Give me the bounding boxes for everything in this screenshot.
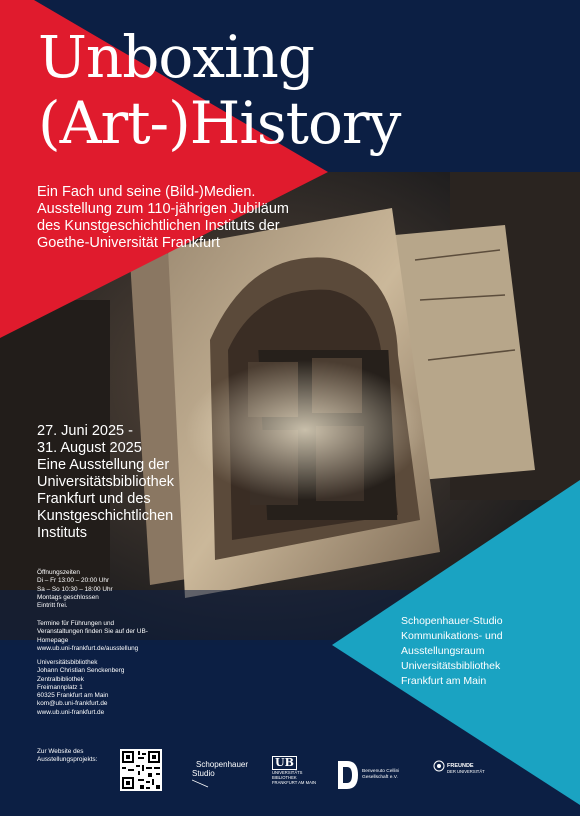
logo-schopenhauer-studio — [192, 760, 248, 790]
hours-line: Montags geschlossen — [37, 593, 99, 601]
logo-text: Benvenuto Cellini — [362, 769, 400, 774]
logo-text: Schopenhauer — [196, 760, 249, 769]
dates-line: Frankfurt und des — [37, 491, 151, 507]
logo-text: FRANKFURT AM MAIN — [272, 780, 317, 785]
qr-label-line: Zur Website des — [37, 748, 84, 755]
subtitle-line: des Kunstgeschichtlichen Instituts der — [37, 218, 280, 234]
logo-benvenuto-cellini — [336, 760, 399, 790]
hours-line: Di – Fr 13:00 – 20:00 Uhr — [37, 577, 110, 585]
email-link[interactable]: kom@ub.uni-frankfurt.de — [37, 700, 108, 708]
subtitle-line: Ausstellung zum 110-jährigen Jubiläum — [37, 201, 290, 217]
hours-line: Öffnungszeiten — [37, 569, 80, 576]
logo-text: DER UNIVERSITÄT — [447, 769, 485, 774]
subtitle-line: Goethe-Universität Frankfurt — [37, 235, 220, 251]
logo-text: Studio — [192, 769, 215, 778]
hours-line: Eintritt frei. — [37, 602, 68, 610]
address-line: Zentralbibliothek — [37, 675, 84, 683]
tours-line: Termine für Führungen und — [37, 620, 115, 627]
dates-line: 31. August 2025 — [37, 440, 142, 456]
venue-line: Universitätsbibliothek — [401, 660, 501, 672]
tours-line: Veranstaltungen finden Sie auf der UB- — [37, 628, 148, 636]
tours-info — [37, 620, 148, 653]
title-line-2: (Art-)History — [38, 89, 401, 157]
qr-label-line: Ausstellungsprojekts: — [37, 756, 98, 764]
logo-text: UNIVERSITÄTS — [272, 770, 303, 775]
venue-info — [401, 614, 503, 689]
subtitle-line: Ein Fach und seine (Bild-)Medien. — [37, 184, 256, 200]
opening-hours — [37, 569, 113, 610]
qr-code-icon[interactable] — [120, 749, 162, 791]
hours-line: Sa – So 10:30 – 18:00 Uhr — [37, 585, 113, 593]
address-line: 60325 Frankfurt am Main — [37, 692, 109, 700]
page-title — [38, 24, 400, 156]
website-link[interactable]: www.ub.uni-frankfurt.de — [37, 708, 105, 716]
title-line-1: Unboxing — [38, 23, 315, 91]
address-line: Universitätsbibliothek — [37, 659, 98, 666]
logo-freunde — [433, 760, 485, 774]
tours-line: Homepage — [37, 636, 69, 644]
dates-line: 27. Juni 2025 - — [37, 423, 133, 439]
logo-ub — [272, 756, 316, 785]
dates-line: Universitätsbibliothek — [37, 474, 175, 490]
exhibition-dates — [37, 423, 247, 542]
logo-text: BIBLIOTHEK — [272, 775, 297, 780]
ub-mark: UB — [272, 756, 297, 770]
dates-line: Kunstgeschichtlichen — [37, 508, 174, 524]
venue-line: Frankfurt am Main — [401, 675, 487, 687]
logo-text: Gesellschaft e.V. — [362, 775, 398, 780]
tours-link[interactable]: www.ub.uni-frankfurt.de/ausstellung — [37, 644, 139, 652]
freunde-emblem-icon — [433, 760, 445, 772]
venue-line: Kommunikations- und — [401, 630, 503, 642]
address-line: Johann Christian Senckenberg — [37, 667, 125, 675]
dates-line: Instituts — [37, 525, 87, 541]
address-line: Freimannplatz 1 — [37, 683, 83, 691]
logo-line-icon — [192, 778, 232, 788]
address-block — [37, 659, 124, 717]
bc-monogram-icon — [336, 760, 360, 790]
dates-line: Eine Ausstellung der — [37, 457, 170, 473]
qr-label — [37, 748, 97, 765]
logo-text: FREUNDE — [447, 763, 474, 769]
venue-line: Ausstellungsraum — [401, 645, 485, 657]
venue-line: Schopenhauer-Studio — [401, 615, 503, 627]
subtitle — [37, 184, 357, 252]
